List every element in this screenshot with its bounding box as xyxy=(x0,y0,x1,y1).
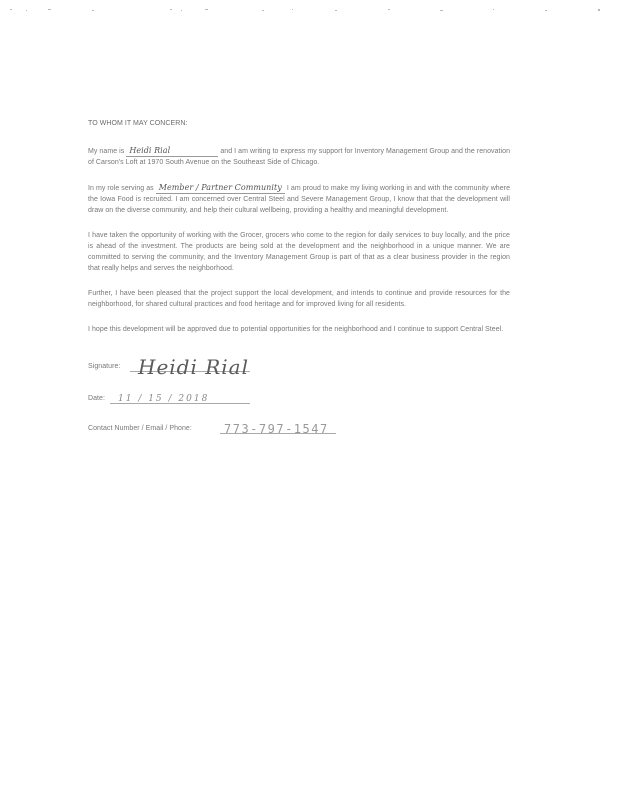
contact-row xyxy=(88,413,510,437)
paragraph-introduction xyxy=(88,145,510,168)
paragraph-role xyxy=(88,182,510,216)
contact-label: Contact Number / Email / Phone: xyxy=(88,425,192,432)
handwritten-date: 11 / 15 / 2018 xyxy=(118,394,210,404)
salutation: TO WHOM IT MAY CONCERN: xyxy=(88,120,188,127)
signature-label: Signature: xyxy=(88,363,121,370)
scan-artifact-speckles xyxy=(0,6,618,14)
role-body-text: I am proud to make my living working in and with the community where the Iowa Food is recruited. I am concerned over Central Steel and Severe Management Group, I know that that the development will draw on the diverse community, and help their cultural wellbeing, providing a healthy and meaningful development. xyxy=(88,185,511,214)
intro-body-text: and I am writing to express my support for Inventory Management Group and the renovation of Carson's Loft at 1970 South Avenue on the Southeast Side of Chicago. xyxy=(88,148,511,166)
paragraph-closing: I hope this development will be approved due to potential opportunities for the neighborhood and I continue to support Central Steel. xyxy=(88,326,504,333)
handwritten-contact: 773-797-1547 xyxy=(224,422,329,436)
role-lead-text: In my role serving as xyxy=(88,185,154,192)
date-label: Date: xyxy=(88,395,105,402)
signature-row xyxy=(88,351,510,379)
handwritten-signature: Heidi Rial xyxy=(138,355,250,379)
name-fill-in: Heidi Rial xyxy=(126,145,218,157)
intro-lead-text: My name is xyxy=(88,148,125,155)
paragraph-opportunity: I have taken the opportunity of working with the Grocer, grocers who come to the region for daily services to buy locally, and the price is ahead of the investment. The products are being sold at the development and the neighborhood in a unique manner. We are committed to serving the community, and the Inventory Management Group is part of that as a clear business provider in the region that really helps and serves the neighborhood. xyxy=(88,232,510,272)
role-fill-in: Member / Partner Community xyxy=(156,182,285,194)
letter-body xyxy=(88,118,510,437)
date-row xyxy=(88,383,510,407)
paragraph-support: Further, I have been pleased that the project support the local development, and intends to continue and provide resources for the neighborhood, for shared cultural practices and food heritage and for improved living for all residents. xyxy=(88,290,510,308)
